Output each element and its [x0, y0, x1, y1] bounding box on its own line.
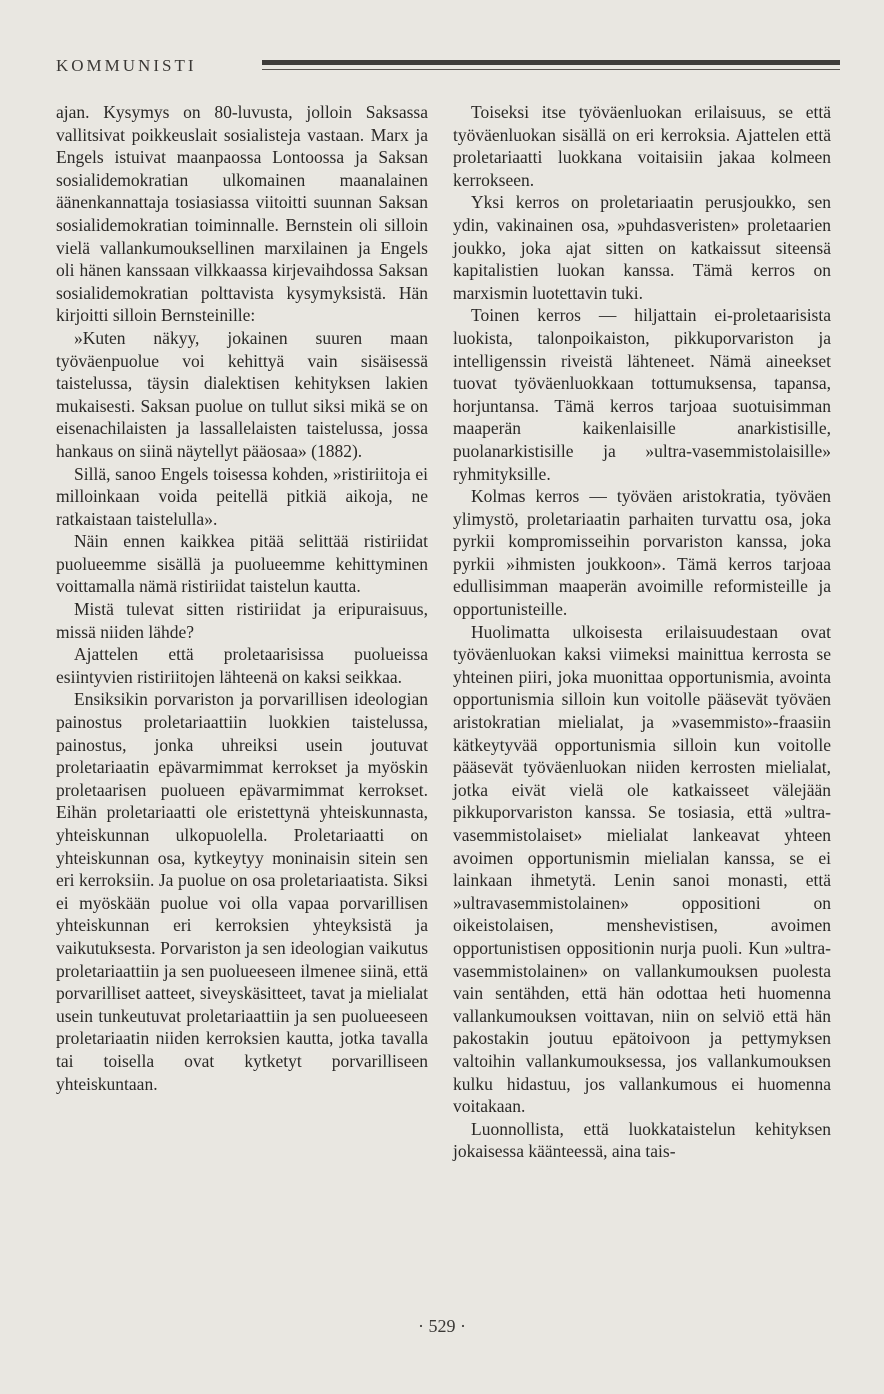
header-rule-thick: [262, 60, 840, 65]
paragraph: Luonnollista, että luokkataistelun kehityksen jokaisessa käänteessä, aina tais-: [453, 1118, 831, 1162]
journal-title: KOMMUNISTI: [56, 56, 197, 75]
paragraph: Sillä, sanoo Engels toisessa kohden, »ristiriitoja ei milloinkaan voida peitellä pitkiä aikoja, ne ratkaistaan taistelulla».: [56, 463, 428, 529]
paragraph: Näin ennen kaikkea pitää selittää ristiriidat puolueemme sisällä ja puolueemme kehittyminen voittamalla nämä ristiriidat taistelun kautta.: [56, 531, 428, 597]
right-column: [453, 101, 831, 1163]
paragraph: ajan. Kysymys on 80-luvusta, jolloin Saksassa vallitsivat poikkeuslait sosialisteja vastaan. Marx ja Engels istuivat maanpaossa Lontoossa ja Saksan sosialidemokratian ulkomainen maanalainen äänenkannattaja tosiasiassa viitoitti suunnan Saksan sosialidemokratian toiminnalle. Bernstein oli silloin vielä vallankumouksellinen marxilainen ja Engels oli hänen kanssaan vilkkaassa kirjevaihdossa Saksan sosialidemokratian polttavista kysymyksistä. Hän kirjoitti silloin Bernsteinille:: [56, 102, 428, 326]
page-number: · 529 ·: [418, 1316, 466, 1336]
paragraph: »Kuten näkyy, jokainen suuren maan työväenpuolue voi kehittyä vain sisäisessä taistelussa, täysin dialektisen kehityksen lakien mukaisesti. Saksan puolue on tullut siksi mikä se on eisenachilaisten ja lassallelaisten taistelussa, jossa hankaus on siinä näytellyt pääosaa» (1882).: [56, 327, 428, 461]
left-column: [56, 101, 428, 1095]
paragraph: Toinen kerros — hiljattain ei-proletaarisista luokista, talonpoikaiston, pikkuporvariston ja intelligenssin riveistä lähteneet. Nämä aineekset tuovat työväenluokkaan tottumuksensa, tapansa, horjuntansa. Tämä kerros tarjoaa suotuisimman maaperän kaikenlaisille anarkistisille, puolanarkistisille ja »ultra-vasemmistolaisille» ryhmityksille.: [453, 305, 831, 484]
running-header: [56, 52, 836, 92]
paragraph: Mistä tulevat sitten ristiriidat ja eripuraisuus, missä niiden lähde?: [56, 599, 428, 642]
paragraph: Toiseksi itse työväenluokan erilaisuus, se että työväenluokan sisällä on eri kerroksia. Ajattelen että proletariaatti luokkana voitaisiin jakaa kolmeen kerrokseen.: [453, 102, 831, 190]
paragraph: Ajattelen että proletaarisissa puolueissa esiintyvien ristiriitojen lähteenä on kaksi seikkaa.: [56, 644, 428, 687]
paragraph: Yksi kerros on proletariaatin perusjoukko, sen ydin, vakinainen osa, »puhdasveristen» proletaarien joukko, joka ajat sitten on katkaissut siteensä kapitalistien luokan kanssa. Tämä kerros on marxismin luotettavin tuki.: [453, 192, 831, 303]
paragraph: Kolmas kerros — työväen aristokratia, työväen ylimystö, proletariaatin parhaiten turvattu osa, joka pyrkii kompromisseihin porvariston kanssa, joka pyrkii »ihmisten joukkoon». Tämä kerros tarjoaa edullisimman maaperän avoimille reformisteille ja opportunisteille.: [453, 486, 831, 620]
paragraph: Ensiksikin porvariston ja porvarillisen ideologian painostus proletariaattiin luokkien taistelussa, painostus, jonka uhreiksi usein joutuvat proletariaatin epävarmimmat kerrokset ja myöskin proletaarisen puolueen epävarmimmat kerrokset. Eihän proletariaatti ole eristettynä yhteiskunnasta, yhteiskunnan ulkopuolella. Proletariaatti on yhteiskunnan osa, kytkeytyy moninaisin sitein sen eri kerroksiin. Ja puolue on osa proletariaatista. Siksi ei myöskään puolue voi olla vapaa porvarillisen yhteiskunnan eri kerroksien yhteyksistä ja vaikutuksesta. Porvariston ja sen ideologian vaikutus proletariaattiin ja sen puolueeseen ilmenee siinä, että porvarilliset aatteet, siveyskäsitteet, tavat ja mielialat usein tunkeutuvat proletariaattiin ja sen puolueeseen proletariaatin niiden kerroksien kautta, jotka tavalla tai toisella ovat kytketyt porvarilliseen yhteiskuntaan.: [56, 689, 428, 1094]
header-rule-thin: [262, 69, 840, 70]
paragraph: Huolimatta ulkoisesta erilaisuudestaan ovat työväenluokan kaksi viimeksi mainittua kerrosta se yhteinen piiri, joka muonittaa opportunismia, avointa opportunismia silloin kun voitolle pääsevät työväen aristokratian mielialat, ja »vasemmisto»-fraasiin kätkeytyvää opportunismia silloin kun voitolle pääsevät työväenluokan niiden kerrosten mielialat, jotka eivät vielä ole katkaisseet välejään pikkuporvariston kanssa. Se tosiasia, että »ultra-vasemmistolaiset» mielialat lankeavat yhteen avoimen opportunismin mielialan kanssa, se ei lainkaan ihmetytä. Lenin sanoi monasti, että »ultravasemmistolainen» oppositioni on oikeistolaisen, menshevistisen, avoimen opportunistisen oppositionin nurja puoli. Kun »ultra-vasemmistolainen» on vallankumouksen puolesta vain sentähden, että hän odottaa heti huomenna vallankumouksen voittavan, niin on selviö että hän pakostakin joutuu epätoivoon ja pettymyksen valtoihin vallankumouksessa, jos vallankumouksen kulku hidastuu, jos vallankumous ei huomenna voitakaan.: [453, 621, 831, 1117]
